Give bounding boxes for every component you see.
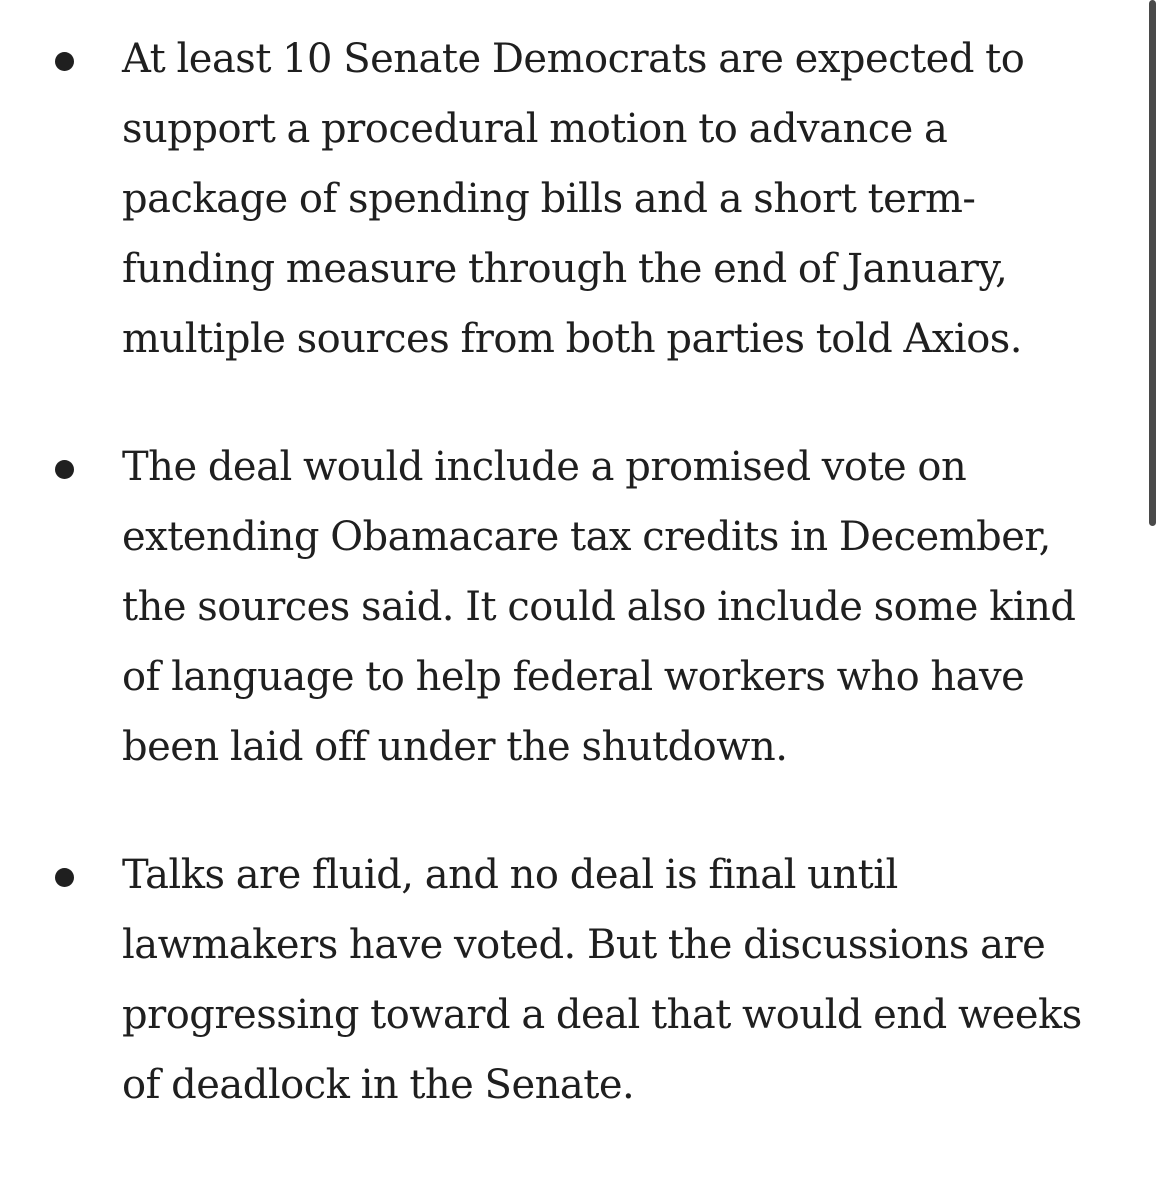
- scrollbar[interactable]: [1145, 0, 1159, 1200]
- bullet-text: Talks are fluid, and no deal is final until lawmakers have voted. But the discussions are progressing toward a deal that would end weeks of deadlock in the Senate.: [122, 852, 1082, 1108]
- bullet-dot-icon: [55, 868, 74, 887]
- list-item: [0, 432, 1140, 782]
- bullet-text: At least 10 Senate Democrats are expected to support a procedural motion to advance a package of spending bills and a short term-funding measure through the end of January, multiple sources from both parties told Axios.: [122, 36, 1025, 362]
- bullet-list: [0, 24, 1140, 1178]
- bullet-dot-icon: [55, 52, 74, 71]
- scrollbar-thumb[interactable]: [1149, 0, 1156, 526]
- bullet-dot-icon: [55, 460, 74, 479]
- bullet-text: The deal would include a promised vote on extending Obamacare tax credits in December, the sources said. It could also include some kind of language to help federal workers who have been laid off under the shutdown.: [122, 444, 1076, 770]
- list-item: [0, 24, 1140, 374]
- list-item: [0, 840, 1140, 1120]
